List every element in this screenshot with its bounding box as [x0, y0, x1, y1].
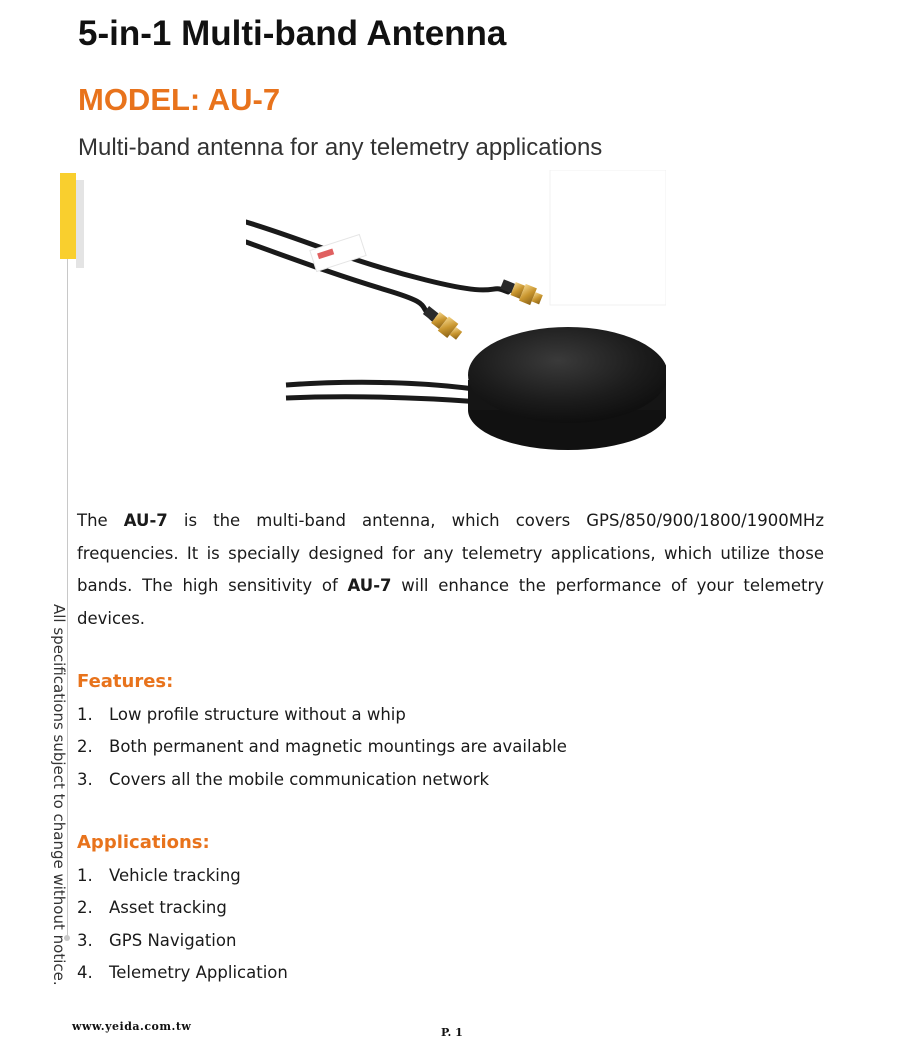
model-heading: MODEL: AU-7 [78, 82, 281, 117]
list-item-number: 2. [77, 737, 93, 757]
list-item-number: 3. [77, 769, 93, 789]
list-item-number: 2. [77, 898, 93, 918]
list-item-text: Telemetry Application [109, 962, 288, 982]
list-item-text: Asset tracking [109, 898, 227, 918]
list-item-number: 3. [77, 930, 93, 950]
description-text-3: will enhance the performance of your telemetry devices. [77, 576, 824, 628]
list-item-number: 4. [77, 962, 93, 982]
list-item [77, 925, 288, 957]
list-item [77, 860, 288, 892]
list-item-text: Low profile structure without a whip [109, 705, 406, 724]
description-model-1: AU-7 [123, 511, 168, 530]
side-bar-accent [60, 173, 76, 259]
list-item [77, 731, 567, 763]
list-item [77, 699, 567, 731]
side-bar-shadow [76, 180, 84, 268]
page-title: 5-in-1 Multi-band Antenna [78, 14, 507, 53]
list-item-text: Vehicle tracking [109, 866, 241, 885]
list-item-text: Both permanent and magnetic mountings are available [109, 737, 567, 757]
list-item [77, 764, 567, 796]
side-disclaimer [50, 604, 68, 986]
footer-page-number: P. 1 [441, 1026, 463, 1039]
list-item-text: GPS Navigation [109, 930, 237, 950]
description-text-2: is the multi-band antenna, which covers GPS/850/900/1800/1900MHz frequencies. It is specially designed for any telemetry applications, which utilize those bands. The high sensitivity of [77, 511, 824, 595]
page-subtitle: Multi-band antenna for any telemetry applications [78, 134, 603, 161]
description-model-2: AU-7 [347, 576, 392, 595]
features-heading: Features: [77, 671, 174, 692]
list-item-number: 1. [77, 705, 93, 724]
product-description [77, 505, 824, 635]
list-item-number: 1. [77, 866, 93, 885]
applications-heading: Applications: [77, 832, 210, 853]
footer-website: www.yeida.com.tw [72, 1020, 192, 1033]
list-item-text: Covers all the mobile communication network [109, 769, 490, 789]
list-item [77, 957, 288, 989]
product-image [246, 170, 666, 470]
applications-list [77, 860, 288, 989]
features-list [77, 699, 567, 796]
list-item [77, 892, 288, 924]
description-text-1: The [77, 511, 124, 530]
side-disclaimer-text: All specifications subject to change without notice. [50, 604, 68, 986]
